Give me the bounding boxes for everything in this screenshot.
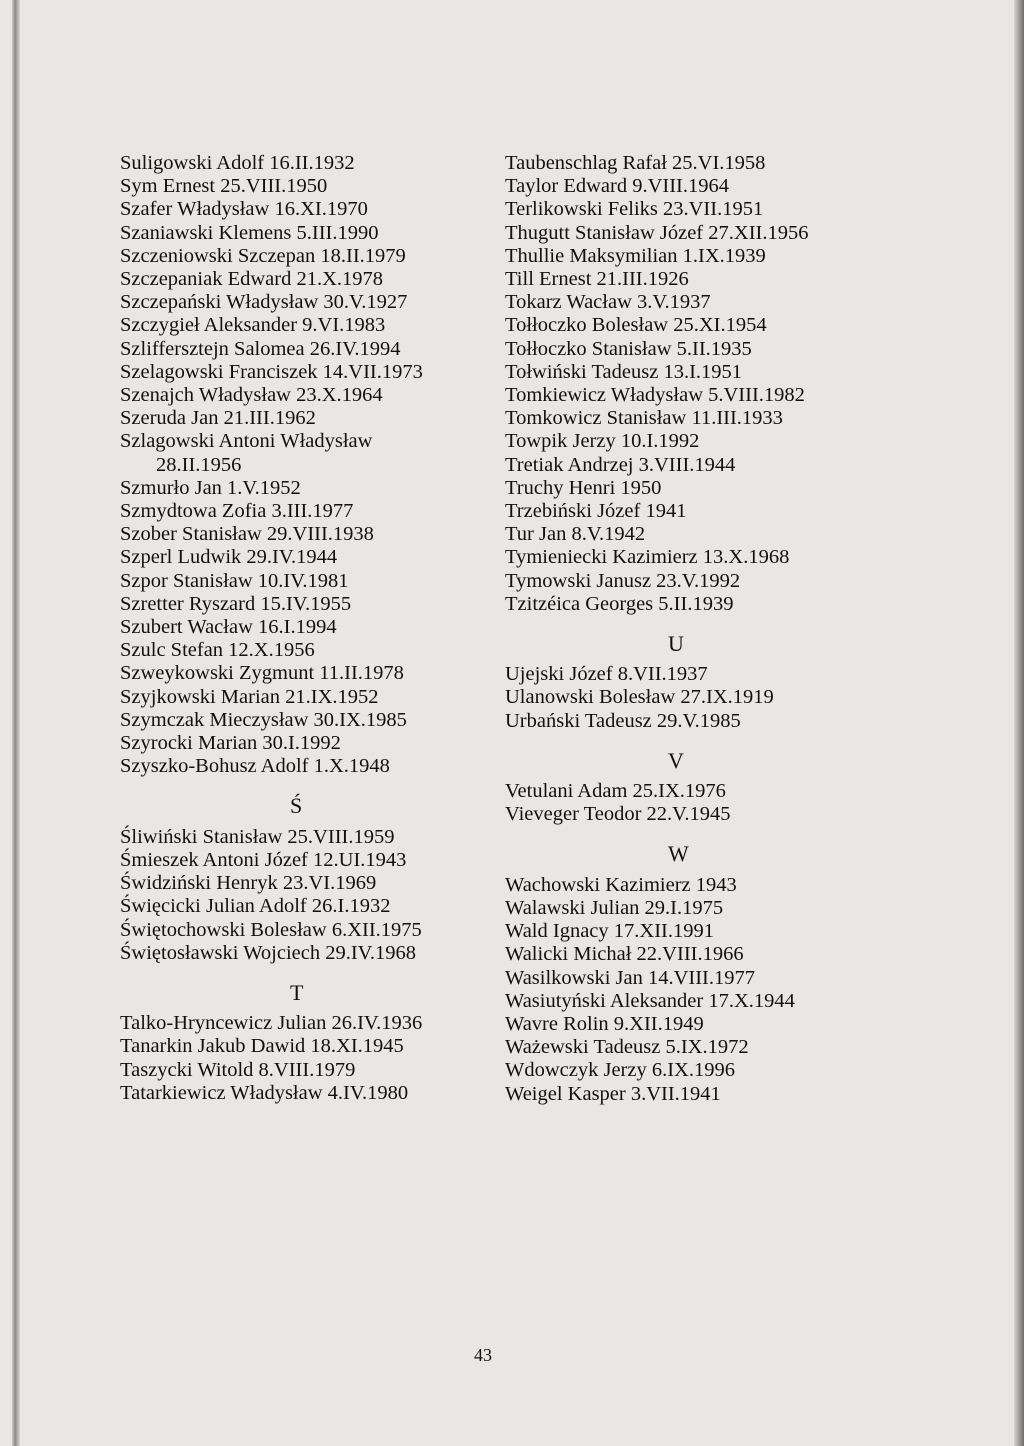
list-item: Tymowski Janusz 23.V.1992 xyxy=(505,569,741,592)
list-item: Szczeniowski Szczepan 18.II.1979 xyxy=(120,244,406,267)
list-item: Tokarz Wacław 3.V.1937 xyxy=(505,291,711,314)
list-item: Terlikowski Feliks 23.VII.1951 xyxy=(505,198,764,221)
list-item: Ujejski Józef 8.VII.1937 xyxy=(505,663,708,686)
left-block-s-acute xyxy=(120,826,480,965)
list-item: Taszycki Witold 8.VIII.1979 xyxy=(120,1058,356,1081)
list-item: Vetulani Adam 25.IX.1976 xyxy=(505,780,726,803)
list-item: Święcicki Julian Adolf 26.I.1932 xyxy=(120,895,391,918)
list-item: Wald Ignacy 17.XII.1991 xyxy=(505,920,714,943)
section-letter-w: W xyxy=(668,841,689,867)
list-item: Szlagowski Antoni Władysław xyxy=(120,430,373,453)
list-item: Talko-Hryncewicz Julian 26.IV.1936 xyxy=(120,1012,423,1035)
list-item: Ważewski Tadeusz 5.IX.1972 xyxy=(505,1036,749,1059)
list-item: Szretter Ryszard 15.IV.1955 xyxy=(120,592,352,615)
list-item: Szubert Wacław 16.I.1994 xyxy=(120,616,337,639)
list-item: Szafer Władysław 16.XI.1970 xyxy=(120,198,368,221)
list-item: Świętochowski Bolesław 6.XII.1975 xyxy=(120,918,422,941)
list-item: Tzitzéica Georges 5.II.1939 xyxy=(505,592,734,615)
list-item: Tołłoczko Stanisław 5.II.1935 xyxy=(505,337,752,360)
list-item: Szulc Stefan 12.X.1956 xyxy=(120,639,315,662)
list-item: Szymczak Mieczysław 30.IX.1985 xyxy=(120,708,407,731)
list-item: Towpik Jerzy 10.I.1992 xyxy=(505,430,700,453)
list-item: Wavre Rolin 9.XII.1949 xyxy=(505,1012,704,1035)
list-item: Thugutt Stanisław Józef 27.XII.1956 xyxy=(505,221,809,244)
list-item: Vieveger Teodor 22.V.1945 xyxy=(505,803,731,826)
list-item: Szmurło Jan 1.V.1952 xyxy=(120,476,301,499)
list-item: Szaniawski Klemens 5.III.1990 xyxy=(120,221,379,244)
list-item: Szyjkowski Marian 21.IX.1952 xyxy=(120,685,379,708)
right-block-u xyxy=(505,663,845,733)
list-item: Wachowski Kazimierz 1943 xyxy=(505,873,737,896)
list-item-continuation: 28.II.1956 xyxy=(156,453,242,476)
list-item: Świdziński Henryk 23.VI.1969 xyxy=(120,872,377,895)
list-item: Szczygieł Aleksander 9.VI.1983 xyxy=(120,314,386,337)
list-item: Tatarkiewicz Władysław 4.IV.1980 xyxy=(120,1081,409,1104)
right-block-v xyxy=(505,780,845,826)
list-item: Szelagowski Franciszek 14.VII.1973 xyxy=(120,360,423,383)
list-item: Szober Stanisław 29.VIII.1938 xyxy=(120,523,374,546)
list-item: Śmieszek Antoni Józef 12.UI.1943 xyxy=(120,848,407,871)
list-item: Szyszko-Bohusz Adolf 1.X.1948 xyxy=(120,755,390,778)
list-item: Śliwiński Stanisław 25.VIII.1959 xyxy=(120,825,395,848)
list-item: Szweykowski Zygmunt 11.II.1978 xyxy=(120,662,404,685)
page-number: 43 xyxy=(474,1345,492,1365)
list-item: Weigel Kasper 3.VII.1941 xyxy=(505,1082,721,1105)
list-item: Szczepaniak Edward 21.X.1978 xyxy=(120,268,383,291)
list-item: Szenajch Władysław 23.X.1964 xyxy=(120,384,383,407)
list-item: Szliffersztejn Salomea 26.IV.1994 xyxy=(120,337,401,360)
list-item: Tołłoczko Bolesław 25.XI.1954 xyxy=(505,314,767,337)
list-item: Walawski Julian 29.I.1975 xyxy=(505,896,724,919)
list-item: Szperl Ludwik 29.IV.1944 xyxy=(120,546,338,569)
list-item: Truchy Henri 1950 xyxy=(505,476,662,499)
list-item: Ulanowski Bolesław 27.IX.1919 xyxy=(505,686,774,709)
left-block-t xyxy=(120,1012,480,1105)
list-item: Tomkiewicz Władysław 5.VIII.1982 xyxy=(505,384,805,407)
list-item: Tołwiński Tadeusz 13.I.1951 xyxy=(505,360,743,383)
list-item: Szyrocki Marian 30.I.1992 xyxy=(120,732,341,755)
list-item: Taubenschlag Rafał 25.VI.1958 xyxy=(505,152,766,174)
right-block-t xyxy=(505,152,845,616)
left-block-s xyxy=(120,152,480,778)
list-item: Till Ernest 21.III.1926 xyxy=(505,268,689,291)
list-item: Thullie Maksymilian 1.IX.1939 xyxy=(505,244,766,267)
list-item: Wasiutyński Aleksander 17.X.1944 xyxy=(505,989,795,1012)
list-item: Trzebiński Józef 1941 xyxy=(505,500,687,523)
list-item: Tretiak Andrzej 3.VIII.1944 xyxy=(505,453,736,476)
list-item: Szczepański Władysław 30.V.1927 xyxy=(120,291,408,314)
list-item: Tanarkin Jakub Dawid 18.XI.1945 xyxy=(120,1035,404,1058)
page-edge-shadow xyxy=(1014,0,1024,1446)
section-letter-s-acute: Ś xyxy=(290,793,303,819)
list-item: Wdowczyk Jerzy 6.IX.1996 xyxy=(505,1059,735,1082)
list-item: Tur Jan 8.V.1942 xyxy=(505,523,646,546)
list-item: Świętosławski Wojciech 29.IV.1968 xyxy=(120,941,416,964)
list-item: Tymieniecki Kazimierz 13.X.1968 xyxy=(505,546,790,569)
right-block-w xyxy=(505,874,845,1106)
list-item: Suligowski Adolf 16.II.1932 xyxy=(120,152,355,174)
list-item: Sym Ernest 25.VIII.1950 xyxy=(120,175,328,198)
list-item: Szeruda Jan 21.III.1962 xyxy=(120,407,316,430)
list-item: Tomkowicz Stanisław 11.III.1933 xyxy=(505,407,783,430)
section-letter-v: V xyxy=(668,747,684,773)
right-column xyxy=(505,152,845,1106)
list-item: Urbański Tadeusz 29.V.1985 xyxy=(505,709,741,732)
list-item: Walicki Michał 22.VIII.1966 xyxy=(505,943,744,966)
section-letter-t: T xyxy=(290,979,304,1005)
list-item: Taylor Edward 9.VIII.1964 xyxy=(505,175,729,198)
list-item: Szmydtowa Zofia 3.III.1977 xyxy=(120,500,354,523)
list-item: Szpor Stanisław 10.IV.1981 xyxy=(120,569,349,592)
left-column xyxy=(120,152,480,1105)
list-item: Wasilkowski Jan 14.VIII.1977 xyxy=(505,966,756,989)
section-letter-u: U xyxy=(668,631,684,657)
book-spine-shadow xyxy=(12,0,20,1446)
